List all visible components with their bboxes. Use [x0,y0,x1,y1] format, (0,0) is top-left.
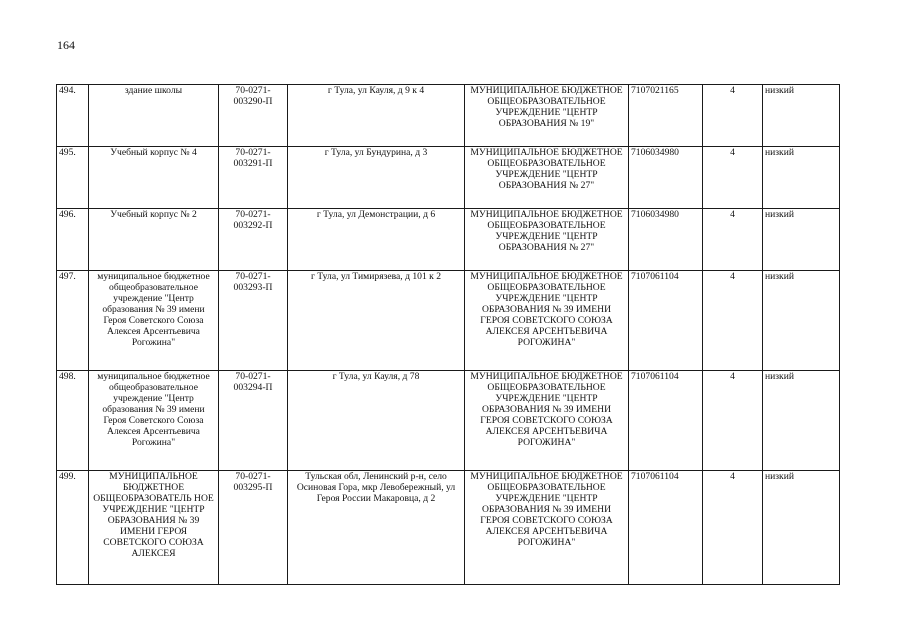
object-address: г Тула, ул Тимирязева, д 101 к 2 [288,271,465,371]
row-number: 499. [57,471,89,585]
table-row [57,147,840,209]
row-number: 496. [57,209,89,271]
category: 4 [703,147,763,209]
object-name: муниципальное бюджетное общеобразовательное учреждение "Центр образования № 39 имени Героя Советского Союза Алексея Арсентьевича Рогожина" [89,271,219,371]
inn: 7107061104 [629,471,703,585]
object-name: МУНИЦИПАЛЬНОЕ БЮДЖЕТНОЕ ОБЩЕОБРАЗОВАТЕЛЬ НОЕ УЧРЕЖДЕНИЕ "ЦЕНТР ОБРАЗОВАНИЯ № 39 ИМЕНИ ГЕРОЯ СОВЕТСКОГО СОЮЗА АЛЕКСЕЯ [89,471,219,585]
object-address: г Тула, ул Кауля, д 9 к 4 [288,85,465,147]
organization-name: МУНИЦИПАЛЬНОЕ БЮДЖЕТНОЕ ОБЩЕОБРАЗОВАТЕЛЬНОЕ УЧРЕЖДЕНИЕ "ЦЕНТР ОБРАЗОВАНИЯ № 27" [465,209,629,271]
object-name: Учебный корпус № 4 [89,147,219,209]
table-row [57,271,840,371]
risk-level: низкий [763,147,840,209]
category: 4 [703,471,763,585]
risk-level: низкий [763,271,840,371]
object-code: 70-0271-003295-П [219,471,288,585]
object-code: 70-0271-003294-П [219,371,288,471]
object-address: г Тула, ул Бундурина, д 3 [288,147,465,209]
organization-name: МУНИЦИПАЛЬНОЕ БЮДЖЕТНОЕ ОБЩЕОБРАЗОВАТЕЛЬНОЕ УЧРЕЖДЕНИЕ "ЦЕНТР ОБРАЗОВАНИЯ № 39 ИМЕНИ ГЕРОЯ СОВЕТСКОГО СОЮЗА АЛЕКСЕЯ АРСЕНТЬЕВИЧА РОГОЖИНА" [465,371,629,471]
registry-table [56,84,840,585]
risk-level: низкий [763,371,840,471]
row-number: 494. [57,85,89,147]
organization-name: МУНИЦИПАЛЬНОЕ БЮДЖЕТНОЕ ОБЩЕОБРАЗОВАТЕЛЬНОЕ УЧРЕЖДЕНИЕ "ЦЕНТР ОБРАЗОВАНИЯ № 39 ИМЕНИ ГЕРОЯ СОВЕТСКОГО СОЮЗА АЛЕКСЕЯ АРСЕНТЬЕВИЧА РОГОЖИНА" [465,271,629,371]
object-address: Тульская обл, Ленинский р-н, село Осиновая Гора, мкр Левобережный, ул Героя России Макаровца, д 2 [288,471,465,585]
object-address: г Тула, ул Кауля, д 78 [288,371,465,471]
organization-name: МУНИЦИПАЛЬНОЕ БЮДЖЕТНОЕ ОБЩЕОБРАЗОВАТЕЛЬНОЕ УЧРЕЖДЕНИЕ "ЦЕНТР ОБРАЗОВАНИЯ № 19" [465,85,629,147]
category: 4 [703,371,763,471]
object-name: муниципальное бюджетное общеобразовательное учреждение "Центр образования № 39 имени Героя Советского Союза Алексея Арсентьевича Рогожина" [89,371,219,471]
object-name: Учебный корпус № 2 [89,209,219,271]
organization-name: МУНИЦИПАЛЬНОЕ БЮДЖЕТНОЕ ОБЩЕОБРАЗОВАТЕЛЬНОЕ УЧРЕЖДЕНИЕ "ЦЕНТР ОБРАЗОВАНИЯ № 39 ИМЕНИ ГЕРОЯ СОВЕТСКОГО СОЮЗА АЛЕКСЕЯ АРСЕНТЬЕВИЧА РОГОЖИНА" [465,471,629,585]
page-number: 164 [57,38,75,52]
object-name: здание школы [89,85,219,147]
inn: 7107061104 [629,271,703,371]
risk-level: низкий [763,85,840,147]
row-number: 498. [57,371,89,471]
category: 4 [703,209,763,271]
row-number: 497. [57,271,89,371]
object-code: 70-0271-003292-П [219,209,288,271]
table-row [57,209,840,271]
object-code: 70-0271-003290-П [219,85,288,147]
inn: 7107021165 [629,85,703,147]
organization-name: МУНИЦИПАЛЬНОЕ БЮДЖЕТНОЕ ОБЩЕОБРАЗОВАТЕЛЬНОЕ УЧРЕЖДЕНИЕ "ЦЕНТР ОБРАЗОВАНИЯ № 27" [465,147,629,209]
inn: 7106034980 [629,147,703,209]
table-row [57,471,840,585]
row-number: 495. [57,147,89,209]
risk-level: низкий [763,209,840,271]
table-row [57,371,840,471]
risk-level: низкий [763,471,840,585]
object-address: г Тула, ул Демонстрации, д 6 [288,209,465,271]
table-row [57,85,840,147]
inn: 7107061104 [629,371,703,471]
category: 4 [703,85,763,147]
inn: 7106034980 [629,209,703,271]
object-code: 70-0271-003291-П [219,147,288,209]
category: 4 [703,271,763,371]
object-code: 70-0271-003293-П [219,271,288,371]
